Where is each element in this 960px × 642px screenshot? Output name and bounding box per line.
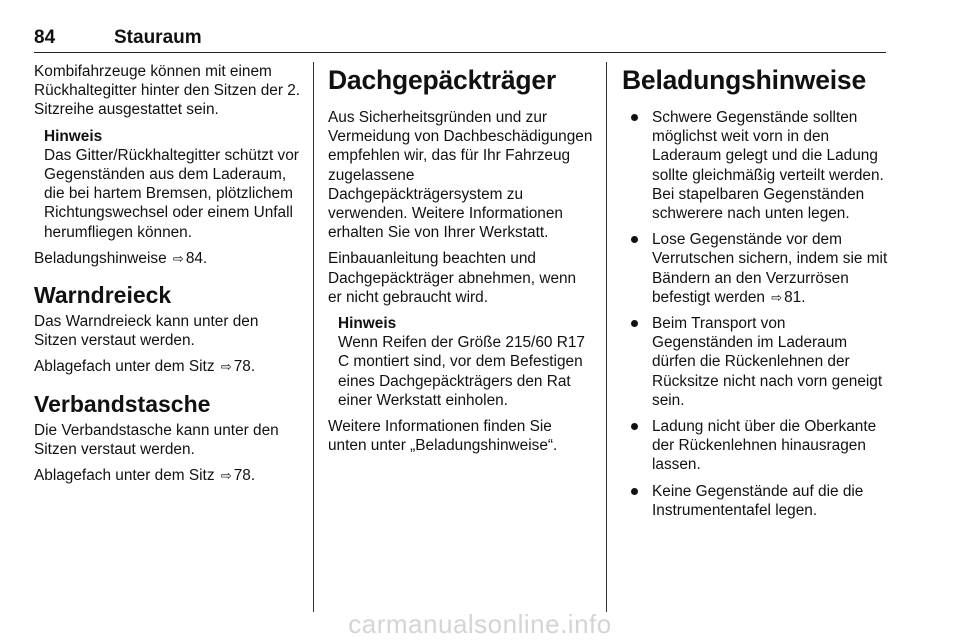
note-title: Hinweis	[338, 315, 397, 333]
column-left	[34, 62, 302, 492]
section-title-verbandstasche: Verbandstasche	[34, 390, 211, 417]
bullet-icon	[631, 488, 638, 495]
bullet-icon	[631, 114, 638, 121]
arrow-ref-icon[interactable]: ⇨	[172, 250, 184, 266]
arrow-ref-icon[interactable]: ⇨	[771, 289, 783, 305]
note-text: Das Gitter/Rückhaltegitter schützt vor Gegenständen aus dem Laderaum, die bei hartem Bremsen, plötzlichem Richtungswechsel oder einem Unfall herumfliegen können.	[44, 146, 299, 241]
list-item: Beim Transport von Gegenständen im Laderaum dürfen die Rückenlehnen der Rücksitze nicht nach vorn geneigt sein.	[622, 314, 890, 410]
ref-page-link[interactable]: 84.	[185, 249, 208, 267]
loading-tips-list	[622, 108, 890, 520]
note-title: Hinweis	[44, 127, 103, 145]
ref-page-link[interactable]: 78.	[233, 358, 256, 376]
cross-reference: Ablagefach unter dem Sitz ⇨ 78.	[34, 467, 256, 485]
section-title-dachgepaecktraeger: Dachgepäckträger	[328, 65, 557, 95]
watermark: carmanualsonline.info	[348, 609, 612, 639]
arrow-ref-icon[interactable]: ⇨	[220, 468, 232, 484]
cross-reference: Beladungshinweise ⇨ 84.	[34, 249, 208, 267]
note-block	[338, 314, 593, 410]
list-item: Ladung nicht über die Oberkante der Rückenlehnen hinausragen lassen.	[622, 417, 890, 475]
page-number: 84	[34, 27, 56, 48]
column-divider	[313, 62, 314, 612]
list-item: Lose Gegenstände vor dem Verrutschen sichern, indem sie mit Bändern an den Verzurrösen befestigt werden ⇨ 81.	[622, 230, 890, 307]
list-item: Keine Gegenstände auf die die Instrumententafel legen.	[622, 482, 890, 520]
note-text: Wenn Reifen der Größe 215/60 R17 C montiert sind, vor dem Befestigen eines Dachgepäckträgers den Rat einer Werkstatt einholen.	[338, 334, 585, 409]
cross-reference: Ablagefach unter dem Sitz ⇨ 78.	[34, 358, 256, 376]
page-header	[34, 24, 886, 53]
column-divider	[606, 62, 607, 612]
arrow-ref-icon[interactable]: ⇨	[220, 359, 232, 375]
bullet-icon	[631, 236, 638, 243]
bullet-icon	[631, 423, 638, 430]
bullet-icon	[631, 320, 638, 327]
intro-paragraph: Kombifahrzeuge können mit einem Rückhaltegitter hinter den Sitzen der 2. Sitzreihe ausgestattet sein.	[34, 63, 301, 119]
note-block	[44, 127, 302, 242]
roof-rack-paragraph-2: Einbauanleitung beachten und Dachgepäckträger abnehmen, wenn er nicht gebraucht wird.	[328, 250, 577, 306]
section-title-beladungshinweise: Beladungshinweise	[622, 65, 866, 95]
chapter-title: Stauraum	[114, 27, 202, 48]
warndreieck-text: Das Warndreieck kann unter den Sitzen verstaut werden.	[34, 313, 259, 350]
column-middle	[328, 62, 593, 462]
ref-page-link[interactable]: 81.	[784, 288, 806, 306]
roof-rack-paragraph-1: Aus Sicherheitsgründen und zur Vermeidung von Dachbeschädigungen empfehlen wir, das für Ihr Fahrzeug zugelassene Dachgepäckträgersystem zu verwenden. Weitere Informationen erhalten Sie von Ihrer Werkstatt.	[328, 109, 593, 242]
verbandstasche-text: Die Verbandstasche kann unter den Sitzen verstaut werden.	[34, 421, 279, 458]
roof-rack-paragraph-3: Weitere Informationen finden Sie unten unter „Beladungshinweise“.	[328, 418, 558, 455]
column-right	[622, 62, 890, 527]
list-item: Schwere Gegenstände sollten möglichst weit vorn in den Laderaum gelegt und die Ladung sollte gleichmäßig verteilt werden. Bei stapelbaren Gegenständen schwerere nach unten legen.	[622, 108, 890, 223]
ref-page-link[interactable]: 78.	[233, 467, 256, 485]
section-title-warndreieck: Warndreieck	[34, 282, 172, 309]
